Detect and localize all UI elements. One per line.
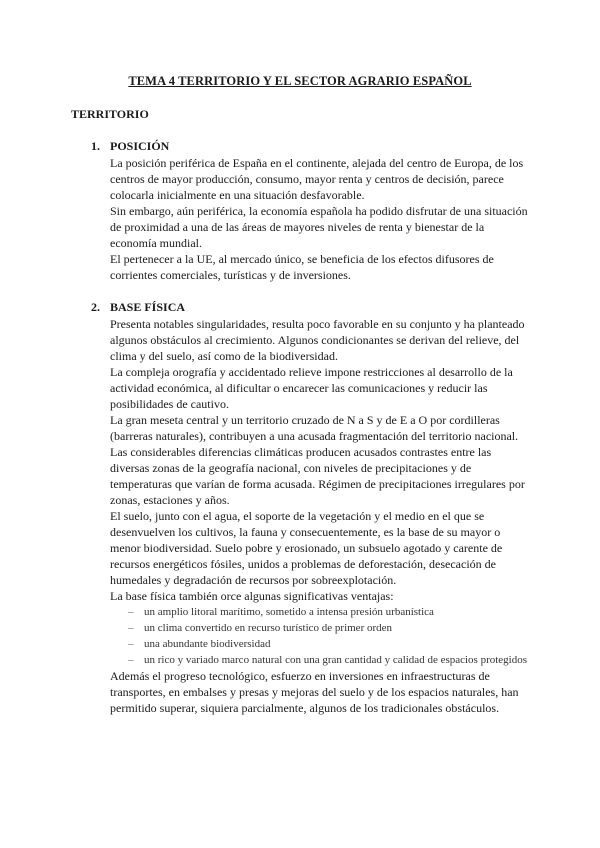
section-body-posicion bbox=[110, 155, 530, 283]
closing-paragraph: Además el progreso tecnológico, esfuerzo en inversiones en infraestructuras de transportes, en embalses y presas y mejoras del suelo y de los espacios naturales, han permitido superar, siquiera parcialmente, algunos de los tradicionales obstáculos. bbox=[110, 669, 519, 715]
paragraph: La posición periférica de España en el continente, alejada del centro de Europa, de los centros de mayor producción, consumo, mayor renta y centros de decisión, parece colocarla inicialmente en una situación desfavorable. bbox=[110, 156, 524, 202]
section-number-2: 2. bbox=[91, 300, 100, 314]
paragraph: El pertenecer a la UE, al mercado único, se beneficia de los efectos difusores de corrientes comerciales, turísticas y de inversiones. bbox=[110, 252, 494, 282]
paragraph: La compleja orografía y accidentado relieve impone restricciones al desarrollo de la actividad económica, al dificultar o encarecer las comunicaciones y reducir las posibilidades de cautivo. bbox=[110, 365, 513, 411]
paragraph: Sin embargo, aún periférica, la economía española ha podido disfrutar de una situación de proximidad a una de las áreas de mayores niveles de renta y bienestar de la economía mundial. bbox=[110, 204, 528, 250]
paragraph: La gran meseta central y un territorio cruzado de N a S y de E a O por cordilleras (barreras naturales), contribuyen a una acusada fragmentación del territorio nacional. bbox=[110, 413, 519, 443]
list-item: – un rico y variado marco natural con una gran cantidad y calidad de espacios protegidos bbox=[144, 652, 530, 668]
list-item: – un amplio litoral marítimo, sometido a intensa presión urbanística bbox=[144, 604, 530, 620]
paragraph: El suelo, junto con el agua, el soporte de la vegetación y el medio en el que se desenvuelven los cultivos, la fauna y consecuentemente, es la base de su mayor o menor biodiversidad. Suelo pobre y erosionado, un subsuelo agotado y carente de recursos energéticos fósiles, unidos a problemas de deforestación, desecación de humedales y degradación de recursos por sobreexplotación. bbox=[110, 509, 503, 587]
list-item: – una abundante biodiversidad bbox=[144, 636, 530, 652]
section-number-1: 1. bbox=[91, 139, 100, 153]
section-title-posicion: POSICIÓN bbox=[110, 139, 170, 153]
paragraph: Presenta notables singularidades, resulta poco favorable en su conjunto y ha planteado algunos obstáculos al crecimiento. Algunos condicionantes se derivan del relieve, del clima y del suelo, así como de la biodiversidad. bbox=[110, 317, 525, 363]
paragraph: Las considerables diferencias climáticas producen acusados contrastes entre las diversas zonas de la geografía nacional, con niveles de precipitaciones y de temperaturas que varían de forma acusada. Régimen de precipitaciones irregulares por zonas, estaciones y años. bbox=[110, 445, 525, 507]
document-title: TEMA 4 TERRITORIO Y EL SECTOR AGRARIO ESPAÑOL bbox=[128, 74, 472, 88]
section-heading-territorio: TERRITORIO bbox=[71, 107, 149, 121]
section-title-base-fisica: BASE FÍSICA bbox=[110, 300, 186, 314]
paragraph: La base física también orce algunas significativas ventajas: bbox=[110, 589, 394, 603]
section-body-base-fisica bbox=[110, 316, 530, 716]
advantages-list bbox=[110, 604, 530, 668]
list-item: – un clima convertido en recurso turístico de primer orden bbox=[144, 620, 530, 636]
